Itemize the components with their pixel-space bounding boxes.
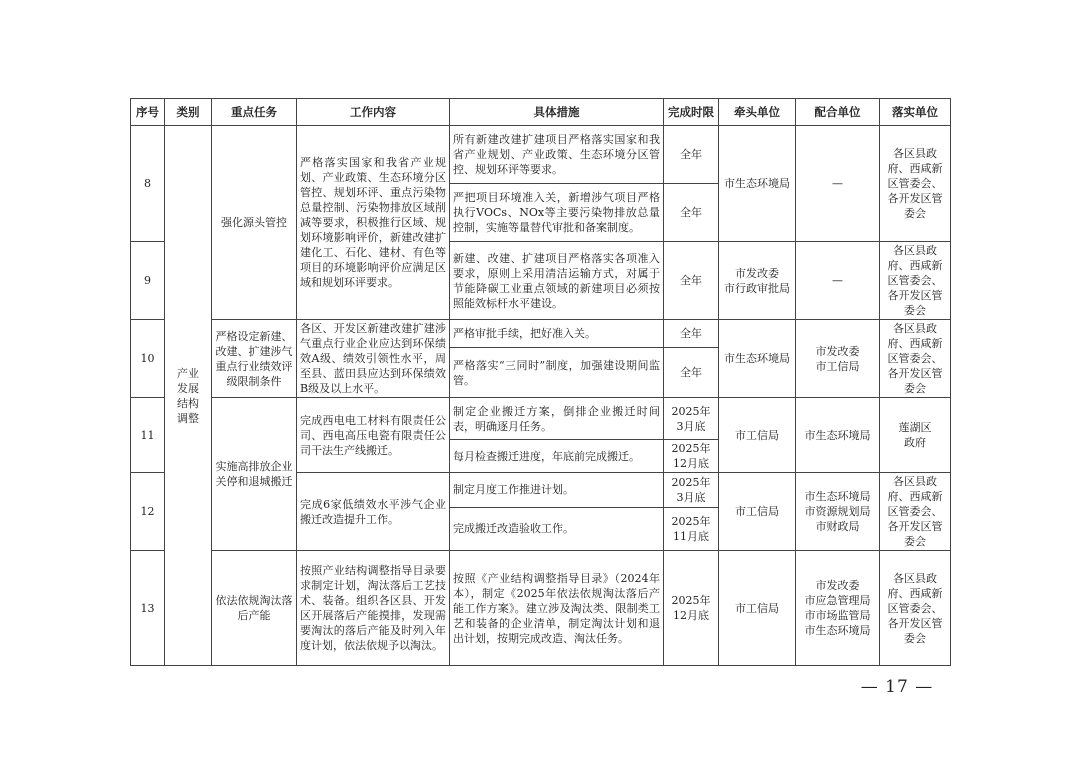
measure-cell: 制定企业搬迁方案，倒排企业搬迁时间表，明确逐月任务。 <box>450 398 664 440</box>
coop-unit-cell: 市生态环境局 <box>796 398 880 473</box>
measure-cell: 按照《产业结构调整指导目录》（2024年本），制定《2025年依法依规淘汰落后产能工作方案》。建立涉及淘汰类、限制类工艺和装备的企业清单，制定淘汰计划和退出计划，按期完成改造、淘汰任务。 <box>450 551 664 666</box>
task-table <box>130 98 951 666</box>
coop-unit-cell: 市生态环境局 市资源规划局 市财政局 <box>796 473 880 551</box>
deadline-cell: 全年 <box>664 126 719 184</box>
deadline-cell: 全年 <box>664 320 719 348</box>
table-row <box>131 398 951 440</box>
measure-cell: 所有新建改建扩建项目严格落实国家和我省产业规划、产业政策、生态环境分区管控、规划环评等要求。 <box>450 126 664 184</box>
coop-unit-cell: — <box>796 126 880 242</box>
table-row <box>131 126 951 184</box>
measure-cell: 严格审批手续，把好准入关。 <box>450 320 664 348</box>
lead-unit-cell: 市生态环境局 <box>719 320 796 398</box>
content-cell: 完成西电电工材料有限责任公司、西电高压电瓷有限责任公司干法生产线搬迁。 <box>297 398 450 473</box>
measure-cell: 制定月度工作推进计划。 <box>450 473 664 508</box>
impl-unit-cell: 各区县政府、西咸新区管委会、各开发区管委会 <box>880 320 951 398</box>
measure-cell: 新建、改建、扩建项目严格落实各项准入要求，原则上采用清洁运输方式，对属于节能降碳工业重点领域的新建项目必须按照能效标杆水平建设。 <box>450 242 664 320</box>
lead-unit-cell: 市工信局 <box>719 398 796 473</box>
task-cell: 严格设定新建、改建、扩建涉气重点行业绩效评级限制条件 <box>212 320 297 398</box>
impl-unit-cell: 各区县政府、西咸新区管委会、各开发区管委会 <box>880 242 951 320</box>
row-number: 13 <box>131 551 165 666</box>
lead-unit-cell: 市发改委 市行政审批局 <box>719 242 796 320</box>
deadline-cell: 全年 <box>664 348 719 398</box>
task-cell: 强化源头管控 <box>212 126 297 320</box>
task-cell: 实施高排放企业关停和退城搬迁 <box>212 398 297 551</box>
deadline-cell: 2025年 12月底 <box>664 440 719 473</box>
measure-cell: 严把项目环境准入关，新增涉气项目严格执行VOCs、NOx等主要污染物排放总量控制，实施等量替代审批和备案制度。 <box>450 184 664 242</box>
header-measures: 具体措施 <box>450 99 664 126</box>
header-coop: 配合单位 <box>796 99 880 126</box>
header-lead: 牵头单位 <box>719 99 796 126</box>
header-category: 类别 <box>165 99 212 126</box>
category-cell: 产业发展结构调整 <box>165 126 212 666</box>
content-cell: 按照产业结构调整指导目录要求制定计划，淘汰落后工艺技术、装备。组织各区县、开发区开展落后产能摸排，发现需要淘汰的落后产能及时列入年度计划，依法依规予以淘汰。 <box>297 551 450 666</box>
row-number: 8 <box>131 126 165 242</box>
header-content: 工作内容 <box>297 99 450 126</box>
header-row <box>131 99 951 126</box>
content-cell: 严格落实国家和我省产业规划、产业政策、生态环境分区管控、规划环评、重点污染物总量控制、污染物排放区域削减等要求，积极推行区域、规划环境影响评价，新建改建扩建化工、石化、建材、有色等项目的环境影响评价应满足区域和规划环评要求。 <box>297 126 450 320</box>
row-number: 12 <box>131 473 165 551</box>
deadline-cell: 2025年 3月底 <box>664 398 719 440</box>
lead-unit-cell: 市生态环境局 <box>719 126 796 242</box>
deadline-cell: 全年 <box>664 184 719 242</box>
impl-unit-cell: 莲湖区 政府 <box>880 398 951 473</box>
lead-unit-cell: 市工信局 <box>719 551 796 666</box>
deadline-cell: 2025年 11月底 <box>664 507 719 550</box>
coop-unit-cell: 市发改委 市工信局 <box>796 320 880 398</box>
header-deadline: 完成时限 <box>664 99 719 126</box>
header-no: 序号 <box>131 99 165 126</box>
impl-unit-cell: 各区县政府、西咸新区管委会、各开发区管委会 <box>880 126 951 242</box>
table-row <box>131 320 951 348</box>
content-cell: 各区、开发区新建改建扩建涉气重点行业企业应达到环保绩效A级、绩效引领性水平，周至县、蓝田县应达到环保绩效B级及以上水平。 <box>297 320 450 398</box>
measure-cell: 严格落实“三同时”制度，加强建设期间监管。 <box>450 348 664 398</box>
page-number: — 17 — <box>860 677 934 697</box>
table-row <box>131 551 951 666</box>
row-number: 9 <box>131 242 165 320</box>
measure-cell: 完成搬迁改造验收工作。 <box>450 507 664 550</box>
lead-unit-cell: 市工信局 <box>719 473 796 551</box>
content-cell: 完成6家低绩效水平涉气企业搬迁改造提升工作。 <box>297 473 450 551</box>
row-number: 11 <box>131 398 165 473</box>
deadline-cell: 全年 <box>664 242 719 320</box>
row-number: 10 <box>131 320 165 398</box>
measure-cell: 每月检查搬迁进度，年底前完成搬迁。 <box>450 440 664 473</box>
coop-unit-cell: 市发改委 市应急管理局 市市场监管局 市生态环境局 <box>796 551 880 666</box>
deadline-cell: 2025年 3月底 <box>664 473 719 508</box>
impl-unit-cell: 各区县政府、西咸新区管委会、各开发区管委会 <box>880 473 951 551</box>
task-cell: 依法依规淘汰落后产能 <box>212 551 297 666</box>
deadline-cell: 2025年 12月底 <box>664 551 719 666</box>
impl-unit-cell: 各区县政府、西咸新区管委会、各开发区管委会 <box>880 551 951 666</box>
header-task: 重点任务 <box>212 99 297 126</box>
header-impl: 落实单位 <box>880 99 951 126</box>
coop-unit-cell: — <box>796 242 880 320</box>
